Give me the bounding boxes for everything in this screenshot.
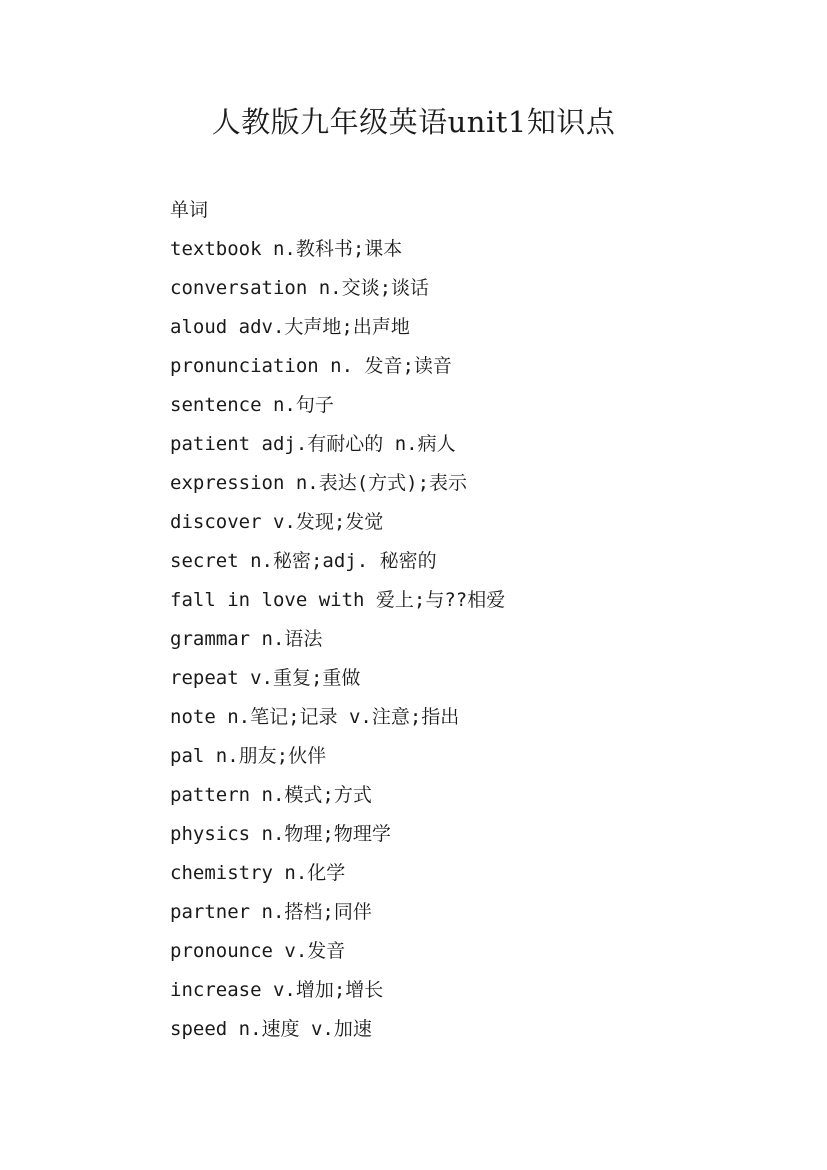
section-heading: 单词 — [170, 199, 209, 221]
vocabulary-item: note n.笔记;记录 v.注意;指出 — [170, 706, 460, 728]
vocabulary-item: chemistry n.化学 — [170, 862, 346, 884]
vocabulary-item: patient adj.有耐心的 n.病人 — [170, 433, 456, 455]
vocabulary-item: physics n.物理;物理学 — [170, 823, 391, 845]
vocabulary-item: increase v.增加;增长 — [170, 979, 384, 1001]
document-body — [170, 191, 790, 1049]
vocabulary-item: speed n.速度 v.加速 — [170, 1018, 372, 1040]
vocabulary-item: secret n.秘密;adj. 秘密的 — [170, 550, 437, 572]
vocabulary-item: pronounce v.发音 — [170, 940, 346, 962]
vocabulary-item: pattern n.模式;方式 — [170, 784, 372, 806]
vocabulary-item: aloud adv.大声地;出声地 — [170, 316, 410, 338]
vocabulary-item: conversation n.交谈;谈话 — [170, 277, 430, 299]
vocabulary-item: partner n.搭档;同伴 — [170, 901, 372, 923]
vocabulary-item: fall in love with 爱上;与??相爱 — [170, 589, 506, 611]
vocabulary-item: discover v.发现;发觉 — [170, 511, 384, 533]
vocabulary-list — [170, 230, 790, 1049]
vocabulary-item: textbook n.教科书;课本 — [170, 238, 403, 260]
vocabulary-item: grammar n.语法 — [170, 628, 323, 650]
vocabulary-item: repeat v.重复;重做 — [170, 667, 361, 689]
vocabulary-item: expression n.表达(方式);表示 — [170, 472, 468, 494]
document-title: 人教版九年级英语unit1知识点 — [211, 105, 616, 139]
vocabulary-item: sentence n.句子 — [170, 394, 334, 416]
vocabulary-item: pronunciation n. 发音;读音 — [170, 355, 452, 377]
vocabulary-item: pal n.朋友;伙伴 — [170, 745, 327, 767]
